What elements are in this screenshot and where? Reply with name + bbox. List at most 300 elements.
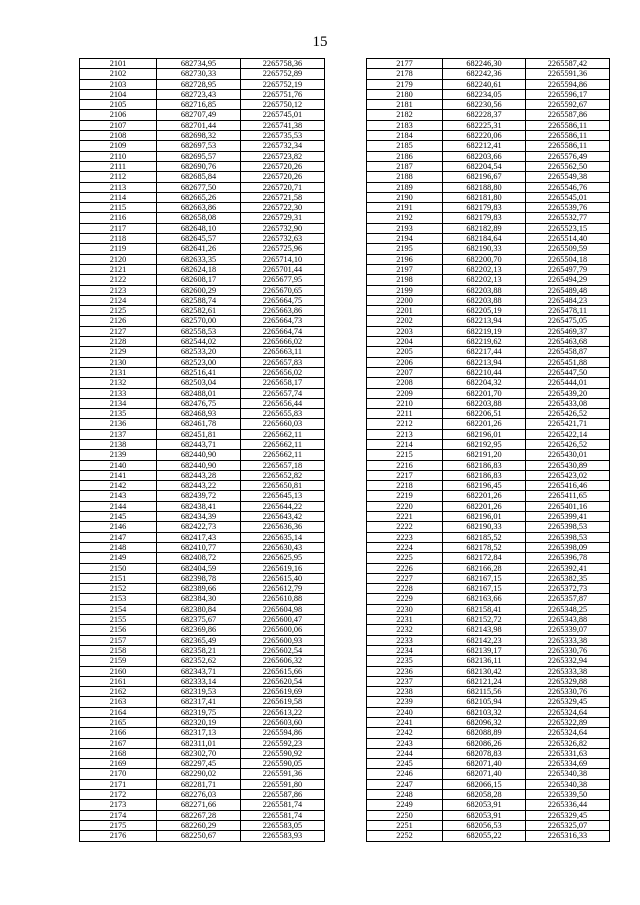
x-coordinate-cell: 682179,83 (443, 203, 526, 213)
point-number-cell: 2209 (367, 388, 443, 398)
x-coordinate-cell: 682139,17 (443, 645, 526, 655)
point-number-cell: 2105 (80, 100, 157, 110)
table-row (367, 491, 610, 501)
y-coordinate-cell: 2265645,13 (241, 491, 325, 501)
x-coordinate-cell: 682260,29 (157, 820, 241, 830)
table-row (80, 790, 325, 800)
y-coordinate-cell: 2265494,29 (526, 275, 610, 285)
x-coordinate-cell: 682434,39 (157, 512, 241, 522)
y-coordinate-cell: 2265610,88 (241, 594, 325, 604)
table-row (80, 481, 325, 491)
table-row (80, 203, 325, 213)
point-number-cell: 2184 (367, 131, 443, 141)
table-row (367, 553, 610, 563)
table-row (80, 738, 325, 748)
y-coordinate-cell: 2265666,02 (241, 337, 325, 347)
y-coordinate-cell: 2265334,69 (526, 759, 610, 769)
y-coordinate-cell: 2265586,11 (526, 120, 610, 130)
y-coordinate-cell: 2265372,73 (526, 584, 610, 594)
point-number-cell: 2215 (367, 450, 443, 460)
y-coordinate-cell: 2265411,65 (526, 491, 610, 501)
point-number-cell: 2200 (367, 295, 443, 305)
point-number-cell: 2219 (367, 491, 443, 501)
y-coordinate-cell: 2265357,87 (526, 594, 610, 604)
y-coordinate-cell: 2265720,71 (241, 182, 325, 192)
point-number-cell: 2185 (367, 141, 443, 151)
point-number-cell: 2170 (80, 769, 157, 779)
point-number-cell: 2241 (367, 718, 443, 728)
point-number-cell: 2194 (367, 234, 443, 244)
point-number-cell: 2163 (80, 697, 157, 707)
y-coordinate-cell: 2265590,92 (241, 748, 325, 758)
x-coordinate-cell: 682384,30 (157, 594, 241, 604)
point-number-cell: 2242 (367, 728, 443, 738)
point-number-cell: 2129 (80, 347, 157, 357)
table-row (367, 131, 610, 141)
table-row (367, 512, 610, 522)
point-number-cell: 2171 (80, 779, 157, 789)
x-coordinate-cell: 682317,13 (157, 728, 241, 738)
y-coordinate-cell: 2265602,54 (241, 645, 325, 655)
table-row (80, 337, 325, 347)
table-row (80, 625, 325, 635)
point-number-cell: 2224 (367, 542, 443, 552)
y-coordinate-cell: 2265591,80 (241, 779, 325, 789)
y-coordinate-cell: 2265340,38 (526, 769, 610, 779)
x-coordinate-cell: 682234,05 (443, 89, 526, 99)
y-coordinate-cell: 2265594,86 (526, 79, 610, 89)
point-number-cell: 2231 (367, 615, 443, 625)
x-coordinate-cell: 682440,90 (157, 450, 241, 460)
table-row (367, 584, 610, 594)
table-row (367, 779, 610, 789)
table-row (80, 563, 325, 573)
y-coordinate-cell: 2265549,38 (526, 172, 610, 182)
y-coordinate-cell: 2265644,22 (241, 501, 325, 511)
table-row (80, 295, 325, 305)
table-row (367, 738, 610, 748)
y-coordinate-cell: 2265444,01 (526, 378, 610, 388)
point-number-cell: 2240 (367, 707, 443, 717)
point-number-cell: 2113 (80, 182, 157, 192)
point-number-cell: 2223 (367, 532, 443, 542)
table-row (367, 718, 610, 728)
y-coordinate-cell: 2265722,30 (241, 203, 325, 213)
table-row (367, 820, 610, 830)
table-row (367, 192, 610, 202)
table-row (80, 326, 325, 336)
point-number-cell: 2150 (80, 563, 157, 573)
y-coordinate-cell: 2265562,50 (526, 161, 610, 171)
y-coordinate-cell: 2265348,25 (526, 604, 610, 614)
y-coordinate-cell: 2265758,36 (241, 59, 325, 69)
y-coordinate-cell: 2265586,11 (526, 141, 610, 151)
y-coordinate-cell: 2265594,86 (241, 728, 325, 738)
table-row (80, 810, 325, 820)
table-row (367, 656, 610, 666)
table-row (367, 326, 610, 336)
point-number-cell: 2167 (80, 738, 157, 748)
table-row (80, 615, 325, 625)
point-number-cell: 2213 (367, 429, 443, 439)
x-coordinate-cell: 682588,74 (157, 295, 241, 305)
point-number-cell: 2252 (367, 831, 443, 841)
x-coordinate-cell: 682404,59 (157, 563, 241, 573)
coordinates-table-left (79, 58, 325, 842)
x-coordinate-cell: 682203,88 (443, 285, 526, 295)
y-coordinate-cell: 2265326,82 (526, 738, 610, 748)
point-number-cell: 2216 (367, 460, 443, 470)
x-coordinate-cell: 682398,78 (157, 573, 241, 583)
y-coordinate-cell: 2265657,83 (241, 357, 325, 367)
y-coordinate-cell: 2265625,95 (241, 553, 325, 563)
x-coordinate-cell: 682181,80 (443, 192, 526, 202)
x-coordinate-cell: 682380,84 (157, 604, 241, 614)
point-number-cell: 2234 (367, 645, 443, 655)
point-number-cell: 2173 (80, 800, 157, 810)
table-row (367, 481, 610, 491)
y-coordinate-cell: 2265343,88 (526, 615, 610, 625)
x-coordinate-cell: 682690,76 (157, 161, 241, 171)
y-coordinate-cell: 2265447,50 (526, 367, 610, 377)
point-number-cell: 2119 (80, 244, 157, 254)
x-coordinate-cell: 682182,89 (443, 223, 526, 233)
y-coordinate-cell: 2265489,48 (526, 285, 610, 295)
y-coordinate-cell: 2265325,07 (526, 820, 610, 830)
table-row (367, 388, 610, 398)
y-coordinate-cell: 2265398,53 (526, 522, 610, 532)
table-row (80, 264, 325, 274)
x-coordinate-cell: 682201,26 (443, 491, 526, 501)
y-coordinate-cell: 2265504,18 (526, 254, 610, 264)
y-coordinate-cell: 2265600,06 (241, 625, 325, 635)
table-row (80, 213, 325, 223)
table-row (367, 687, 610, 697)
x-coordinate-cell: 682206,51 (443, 409, 526, 419)
point-number-cell: 2235 (367, 656, 443, 666)
point-number-cell: 2147 (80, 532, 157, 542)
point-number-cell: 2197 (367, 264, 443, 274)
table-row (367, 450, 610, 460)
y-coordinate-cell: 2265532,77 (526, 213, 610, 223)
y-coordinate-cell: 2265606,32 (241, 656, 325, 666)
y-coordinate-cell: 2265663,11 (241, 347, 325, 357)
point-number-cell: 2126 (80, 316, 157, 326)
y-coordinate-cell: 2265657,18 (241, 460, 325, 470)
y-coordinate-cell: 2265741,38 (241, 120, 325, 130)
point-number-cell: 2195 (367, 244, 443, 254)
table-row (367, 234, 610, 244)
x-coordinate-cell: 682451,81 (157, 429, 241, 439)
point-number-cell: 2141 (80, 470, 157, 480)
point-number-cell: 2191 (367, 203, 443, 213)
y-coordinate-cell: 2265677,95 (241, 275, 325, 285)
table-row (80, 131, 325, 141)
table-row (80, 306, 325, 316)
y-coordinate-cell: 2265463,68 (526, 337, 610, 347)
point-number-cell: 2112 (80, 172, 157, 182)
x-coordinate-cell: 682333,14 (157, 676, 241, 686)
y-coordinate-cell: 2265656,44 (241, 398, 325, 408)
y-coordinate-cell: 2265539,76 (526, 203, 610, 213)
point-number-cell: 2127 (80, 326, 157, 336)
table-row (80, 718, 325, 728)
y-coordinate-cell: 2265478,11 (526, 306, 610, 316)
table-row (80, 182, 325, 192)
table-row (80, 831, 325, 841)
point-number-cell: 2222 (367, 522, 443, 532)
y-coordinate-cell: 2265316,33 (526, 831, 610, 841)
y-coordinate-cell: 2265664,74 (241, 326, 325, 336)
table-row (80, 79, 325, 89)
table-row (367, 604, 610, 614)
point-number-cell: 2229 (367, 594, 443, 604)
x-coordinate-cell: 682582,61 (157, 306, 241, 316)
point-number-cell: 2196 (367, 254, 443, 264)
x-coordinate-cell: 682608,17 (157, 275, 241, 285)
point-number-cell: 2146 (80, 522, 157, 532)
point-number-cell: 2149 (80, 553, 157, 563)
table-row (367, 573, 610, 583)
point-number-cell: 2168 (80, 748, 157, 758)
point-number-cell: 2114 (80, 192, 157, 202)
y-coordinate-cell: 2265469,37 (526, 326, 610, 336)
table-row (367, 275, 610, 285)
x-coordinate-cell: 682389,66 (157, 584, 241, 594)
table-row (80, 573, 325, 583)
point-number-cell: 2148 (80, 542, 157, 552)
y-coordinate-cell: 2265581,74 (241, 800, 325, 810)
x-coordinate-cell: 682488,01 (157, 388, 241, 398)
y-coordinate-cell: 2265514,40 (526, 234, 610, 244)
y-coordinate-cell: 2265732,34 (241, 141, 325, 151)
point-number-cell: 2187 (367, 161, 443, 171)
y-coordinate-cell: 2265620,54 (241, 676, 325, 686)
coordinates-table-right (366, 58, 610, 842)
y-coordinate-cell: 2265751,76 (241, 89, 325, 99)
y-coordinate-cell: 2265423,02 (526, 470, 610, 480)
y-coordinate-cell: 2265660,03 (241, 419, 325, 429)
y-coordinate-cell: 2265396,78 (526, 553, 610, 563)
y-coordinate-cell: 2265650,81 (241, 481, 325, 491)
point-number-cell: 2244 (367, 748, 443, 758)
y-coordinate-cell: 2265664,75 (241, 295, 325, 305)
x-coordinate-cell: 682311,01 (157, 738, 241, 748)
x-coordinate-cell: 682066,15 (443, 779, 526, 789)
table-row (367, 59, 610, 69)
y-coordinate-cell: 2265401,16 (526, 501, 610, 511)
table-row (80, 234, 325, 244)
y-coordinate-cell: 2265382,35 (526, 573, 610, 583)
x-coordinate-cell: 682086,26 (443, 738, 526, 748)
x-coordinate-cell: 682163,66 (443, 594, 526, 604)
x-coordinate-cell: 682172,84 (443, 553, 526, 563)
point-number-cell: 2212 (367, 419, 443, 429)
table-row (367, 203, 610, 213)
point-number-cell: 2155 (80, 615, 157, 625)
x-coordinate-cell: 682071,40 (443, 769, 526, 779)
y-coordinate-cell: 2265662,11 (241, 450, 325, 460)
x-coordinate-cell: 682219,62 (443, 337, 526, 347)
table-row (80, 584, 325, 594)
x-coordinate-cell: 682204,32 (443, 378, 526, 388)
y-coordinate-cell: 2265663,86 (241, 306, 325, 316)
table-row (367, 635, 610, 645)
point-number-cell: 2108 (80, 131, 157, 141)
x-coordinate-cell: 682290,02 (157, 769, 241, 779)
point-number-cell: 2164 (80, 707, 157, 717)
y-coordinate-cell: 2265430,01 (526, 450, 610, 460)
table-row (80, 89, 325, 99)
table-row (80, 542, 325, 552)
x-coordinate-cell: 682250,67 (157, 831, 241, 841)
x-coordinate-cell: 682201,26 (443, 501, 526, 511)
x-coordinate-cell: 682443,28 (157, 470, 241, 480)
x-coordinate-cell: 682319,75 (157, 707, 241, 717)
x-coordinate-cell: 682516,41 (157, 367, 241, 377)
x-coordinate-cell: 682186,83 (443, 470, 526, 480)
table-row (80, 645, 325, 655)
table-row (80, 429, 325, 439)
x-coordinate-cell: 682202,13 (443, 275, 526, 285)
point-number-cell: 2192 (367, 213, 443, 223)
x-coordinate-cell: 682158,41 (443, 604, 526, 614)
table-row (80, 491, 325, 501)
table-row (367, 151, 610, 161)
point-number-cell: 2220 (367, 501, 443, 511)
point-number-cell: 2247 (367, 779, 443, 789)
x-coordinate-cell: 682365,49 (157, 635, 241, 645)
table-row (367, 542, 610, 552)
y-coordinate-cell: 2265592,67 (526, 100, 610, 110)
y-coordinate-cell: 2265426,52 (526, 439, 610, 449)
table-row (80, 676, 325, 686)
point-number-cell: 2177 (367, 59, 443, 69)
x-coordinate-cell: 682734,95 (157, 59, 241, 69)
x-coordinate-cell: 682210,44 (443, 367, 526, 377)
y-coordinate-cell: 2265430,89 (526, 460, 610, 470)
y-coordinate-cell: 2265587,86 (241, 790, 325, 800)
x-coordinate-cell: 682167,15 (443, 573, 526, 583)
x-coordinate-cell: 682422,73 (157, 522, 241, 532)
point-number-cell: 2238 (367, 687, 443, 697)
table-row (367, 666, 610, 676)
y-coordinate-cell: 2265619,58 (241, 697, 325, 707)
y-coordinate-cell: 2265392,41 (526, 563, 610, 573)
table-row (367, 357, 610, 367)
y-coordinate-cell: 2265576,49 (526, 151, 610, 161)
x-coordinate-cell: 682053,91 (443, 800, 526, 810)
y-coordinate-cell: 2265329,88 (526, 676, 610, 686)
point-number-cell: 2214 (367, 439, 443, 449)
point-number-cell: 2211 (367, 409, 443, 419)
point-number-cell: 2225 (367, 553, 443, 563)
x-coordinate-cell: 682600,29 (157, 285, 241, 295)
y-coordinate-cell: 2265339,50 (526, 790, 610, 800)
point-number-cell: 2188 (367, 172, 443, 182)
y-coordinate-cell: 2265422,14 (526, 429, 610, 439)
y-coordinate-cell: 2265426,52 (526, 409, 610, 419)
x-coordinate-cell: 682624,18 (157, 264, 241, 274)
y-coordinate-cell: 2265587,86 (526, 110, 610, 120)
table-row (80, 100, 325, 110)
x-coordinate-cell: 682716,85 (157, 100, 241, 110)
point-number-cell: 2140 (80, 460, 157, 470)
y-coordinate-cell: 2265339,07 (526, 625, 610, 635)
x-coordinate-cell: 682213,94 (443, 316, 526, 326)
x-coordinate-cell: 682503,04 (157, 378, 241, 388)
x-coordinate-cell: 682440,90 (157, 460, 241, 470)
point-number-cell: 2109 (80, 141, 157, 151)
table-row (367, 223, 610, 233)
y-coordinate-cell: 2265662,11 (241, 429, 325, 439)
y-coordinate-cell: 2265615,40 (241, 573, 325, 583)
x-coordinate-cell: 682523,00 (157, 357, 241, 367)
y-coordinate-cell: 2265720,26 (241, 172, 325, 182)
x-coordinate-cell: 682267,28 (157, 810, 241, 820)
point-number-cell: 2165 (80, 718, 157, 728)
x-coordinate-cell: 682201,70 (443, 388, 526, 398)
y-coordinate-cell: 2265745,01 (241, 110, 325, 120)
table-row (80, 666, 325, 676)
y-coordinate-cell: 2265439,20 (526, 388, 610, 398)
point-number-cell: 2202 (367, 316, 443, 326)
x-coordinate-cell: 682142,23 (443, 635, 526, 645)
point-number-cell: 2243 (367, 738, 443, 748)
table-row (367, 141, 610, 151)
table-row (80, 141, 325, 151)
table-row (367, 172, 610, 182)
y-coordinate-cell: 2265586,11 (526, 131, 610, 141)
x-coordinate-cell: 682533,20 (157, 347, 241, 357)
table-row (80, 512, 325, 522)
point-number-cell: 2151 (80, 573, 157, 583)
x-coordinate-cell: 682192,95 (443, 439, 526, 449)
y-coordinate-cell: 2265324,64 (526, 707, 610, 717)
point-number-cell: 2180 (367, 89, 443, 99)
point-number-cell: 2208 (367, 378, 443, 388)
y-coordinate-cell: 2265333,38 (526, 666, 610, 676)
x-coordinate-cell: 682055,22 (443, 831, 526, 841)
table-row (80, 151, 325, 161)
point-number-cell: 2198 (367, 275, 443, 285)
y-coordinate-cell: 2265732,63 (241, 234, 325, 244)
table-row (80, 759, 325, 769)
table-row (80, 656, 325, 666)
x-coordinate-cell: 682461,78 (157, 419, 241, 429)
y-coordinate-cell: 2265451,88 (526, 357, 610, 367)
x-coordinate-cell: 682196,01 (443, 429, 526, 439)
point-number-cell: 2104 (80, 89, 157, 99)
table-row (80, 172, 325, 182)
x-coordinate-cell: 682188,80 (443, 182, 526, 192)
x-coordinate-cell: 682697,53 (157, 141, 241, 151)
point-number-cell: 2248 (367, 790, 443, 800)
y-coordinate-cell: 2265664,73 (241, 316, 325, 326)
table-row (80, 244, 325, 254)
y-coordinate-cell: 2265652,82 (241, 470, 325, 480)
y-coordinate-cell: 2265615,66 (241, 666, 325, 676)
point-number-cell: 2132 (80, 378, 157, 388)
point-number-cell: 2227 (367, 573, 443, 583)
table-row (80, 120, 325, 130)
y-coordinate-cell: 2265587,42 (526, 59, 610, 69)
y-coordinate-cell: 2265398,53 (526, 532, 610, 542)
table-row (367, 419, 610, 429)
x-coordinate-cell: 682203,88 (443, 398, 526, 408)
y-coordinate-cell: 2265458,87 (526, 347, 610, 357)
point-number-cell: 2135 (80, 409, 157, 419)
